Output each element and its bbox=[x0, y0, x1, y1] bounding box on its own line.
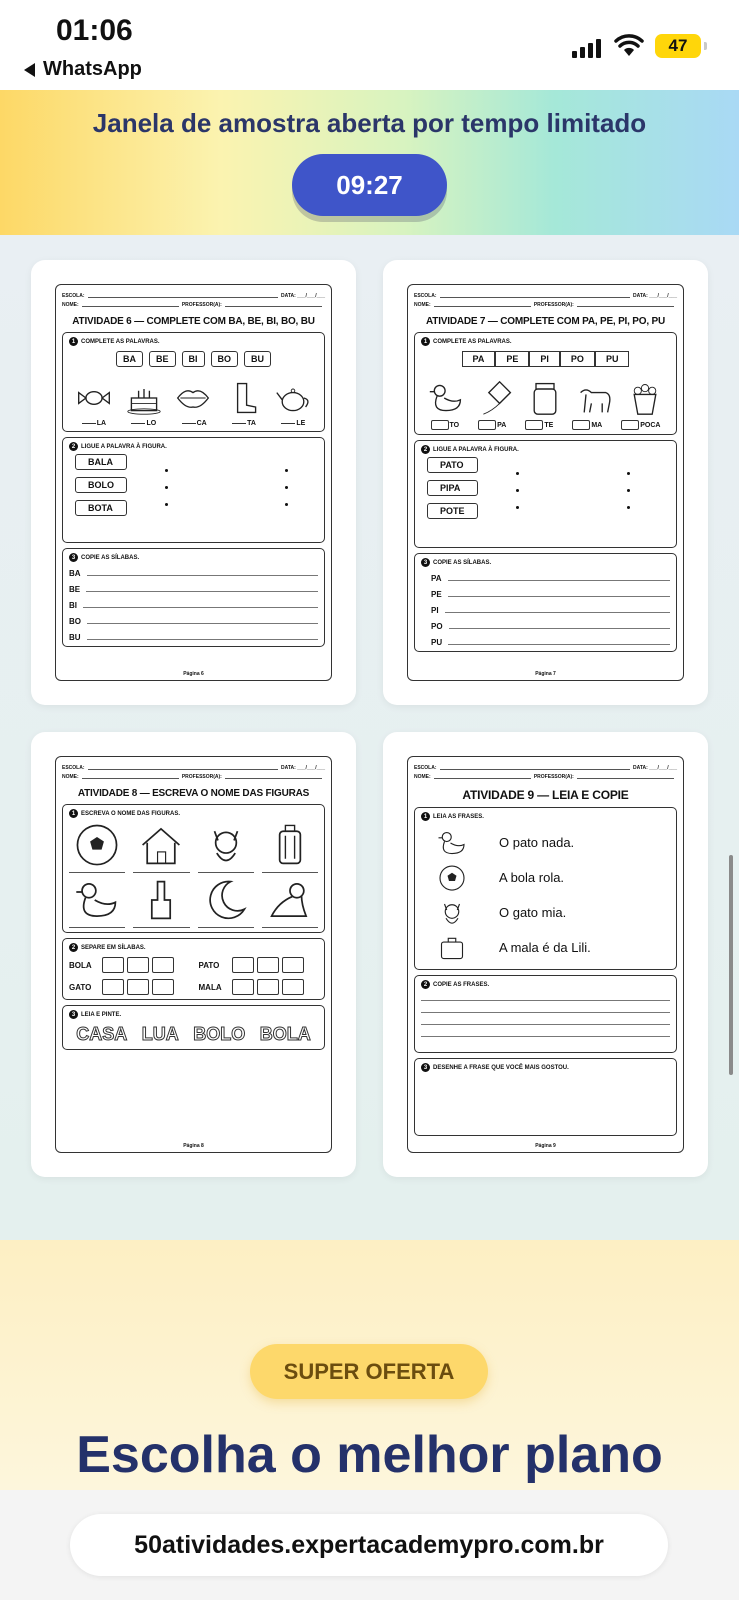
blank-word: TO bbox=[449, 421, 460, 429]
status-bar bbox=[0, 0, 739, 90]
section-title: COMPLETE AS PALAVRAS. bbox=[81, 338, 160, 345]
back-app-label: WhatsApp bbox=[43, 58, 142, 80]
worksheet-8 bbox=[55, 756, 332, 1153]
outline-word: BOLO bbox=[193, 1024, 246, 1044]
syllable-box: PU bbox=[595, 351, 630, 367]
match-word: BOTA bbox=[75, 500, 127, 516]
seal-icon bbox=[267, 877, 313, 923]
syllable-box: PA bbox=[462, 351, 496, 367]
suitcase-icon bbox=[267, 822, 313, 868]
finger-icon bbox=[138, 877, 184, 923]
house-icon bbox=[138, 822, 184, 868]
syllable-box: BA bbox=[116, 351, 143, 367]
section-title: COPIE AS FRASES. bbox=[433, 981, 490, 988]
section-draw: 3 DESENHE A FRASE QUE VOCÊ MAIS GOSTOU. bbox=[414, 1058, 677, 1136]
battery-level: 47 bbox=[668, 36, 688, 55]
section-title: DESENHE A FRASE QUE VOCÊ MAIS GOSTOU. bbox=[433, 1064, 569, 1071]
syllable-box: BU bbox=[244, 351, 271, 367]
blank-word: LO bbox=[146, 420, 157, 427]
copy-syllable: PE bbox=[431, 590, 442, 599]
syllable-box: BO bbox=[211, 351, 239, 367]
blank-word: LA bbox=[96, 420, 107, 427]
sentence: O pato nada. bbox=[499, 835, 575, 850]
copy-syllable: PO bbox=[431, 622, 443, 631]
worksheet-6 bbox=[55, 284, 332, 681]
activity-title: ATIVIDADE 8 — ESCREVA O NOME DAS FIGURAS bbox=[77, 788, 310, 799]
section-match: 2 LIGUE A PALAVRA À FIGURA. PATO PIPA POTE bbox=[414, 440, 677, 548]
battery-icon bbox=[655, 34, 701, 58]
copy-syllable: PI bbox=[431, 606, 439, 615]
worksheet-7 bbox=[407, 284, 684, 681]
section-title: LEIA E PINTE. bbox=[81, 1011, 122, 1018]
soccer-ball-icon bbox=[74, 822, 120, 868]
address-bar[interactable]: 50atividades.expertacademypro.com.br bbox=[70, 1514, 668, 1576]
sample-card-7[interactable] bbox=[383, 260, 708, 705]
duck-icon bbox=[74, 877, 120, 923]
match-word: PIPA bbox=[427, 480, 478, 496]
section-write-names: 1 ESCREVA O NOME DAS FIGURAS. bbox=[62, 804, 325, 933]
section-title: LIGUE A PALAVRA À FIGURA. bbox=[433, 446, 519, 453]
outline-word: LUA bbox=[141, 1024, 179, 1044]
match-word: BOLO bbox=[75, 477, 127, 493]
professor-label: PROFESSOR(A): bbox=[533, 302, 574, 308]
wifi-icon bbox=[614, 32, 644, 58]
sample-card-9[interactable] bbox=[383, 732, 708, 1177]
blank-word: MA bbox=[591, 421, 603, 429]
nome-label: NOME: bbox=[62, 774, 79, 780]
page-number: Página 7 bbox=[535, 671, 556, 677]
match-word: BALA bbox=[75, 454, 127, 470]
cat-icon bbox=[203, 822, 249, 868]
blank-word: TE bbox=[544, 421, 554, 429]
match-word: POTE bbox=[427, 503, 478, 519]
section-title: LIGUE A PALAVRA À FIGURA. bbox=[81, 443, 167, 450]
jar-icon bbox=[527, 380, 563, 416]
blank-word: LE bbox=[296, 420, 306, 427]
syllable-box: PO bbox=[560, 351, 595, 367]
blank-word: TA bbox=[247, 420, 256, 427]
lips-icon bbox=[175, 380, 211, 416]
separate-word: MALA bbox=[198, 982, 222, 992]
sample-pages-grid bbox=[0, 235, 739, 1240]
super-offer-badge: SUPER OFERTA bbox=[250, 1344, 488, 1399]
section-title: LEIA AS FRASES. bbox=[433, 813, 484, 820]
syllable-box: BI bbox=[182, 351, 205, 367]
puma-icon bbox=[577, 380, 613, 416]
boot-icon bbox=[225, 380, 261, 416]
escola-label: ESCOLA: bbox=[62, 293, 85, 299]
outline-word: CASA bbox=[76, 1024, 128, 1044]
suitcase-icon bbox=[437, 933, 467, 963]
syllable-box: PI bbox=[529, 351, 560, 367]
teapot-icon bbox=[275, 380, 311, 416]
sentence: A bola rola. bbox=[499, 870, 565, 885]
copy-syllable: BI bbox=[69, 601, 77, 610]
syllable-box: PE bbox=[495, 351, 529, 367]
browser-bottom-bar bbox=[0, 1490, 739, 1600]
promo-banner bbox=[0, 90, 739, 235]
syllable-box: BE bbox=[149, 351, 176, 367]
nome-label: NOME: bbox=[414, 774, 431, 780]
professor-label: PROFESSOR(A): bbox=[181, 774, 222, 780]
escola-label: ESCOLA: bbox=[414, 293, 437, 299]
blank-word: POCA bbox=[640, 421, 661, 429]
copy-syllable: PA bbox=[431, 574, 442, 583]
cake-icon bbox=[126, 380, 162, 416]
plans-heading: Escolha o melhor plano bbox=[76, 1426, 663, 1484]
offer-section bbox=[0, 1240, 739, 1490]
section-complete: 1 COMPLETE AS PALAVRAS. PA PE PI PO PU TO PA TE MA POCA bbox=[414, 332, 677, 435]
outline-word: BOLA bbox=[259, 1024, 311, 1044]
data-label: DATA: ___/___/___ bbox=[632, 765, 677, 771]
blank-word: CA bbox=[196, 420, 207, 427]
section-read: 1 LEIA AS FRASES. O pato nada. A bola rola. O gato mia. A mala é da Lili. bbox=[414, 807, 677, 970]
copy-syllable: BO bbox=[69, 617, 81, 626]
activity-title: ATIVIDADE 9 — LEIA E COPIE bbox=[462, 788, 629, 802]
back-to-app-button[interactable] bbox=[24, 58, 142, 81]
copy-syllable: BU bbox=[69, 633, 81, 642]
back-arrow-icon bbox=[24, 63, 35, 77]
soccer-ball-icon bbox=[437, 863, 467, 893]
candy-icon bbox=[76, 380, 112, 416]
section-copy: 3 COPIE AS SÍLABAS. BA BE BI BO BU bbox=[62, 548, 325, 647]
kite-icon bbox=[478, 380, 514, 416]
cellular-signal-icon bbox=[572, 36, 601, 58]
section-copy: 3 COPIE AS SÍLABAS. PA PE PI PO PU bbox=[414, 553, 677, 652]
banner-headline: Janela de amostra aberta por tempo limitado bbox=[92, 108, 647, 138]
professor-label: PROFESSOR(A): bbox=[533, 774, 574, 780]
duck-icon bbox=[428, 380, 464, 416]
sample-card-6[interactable] bbox=[31, 260, 356, 705]
duck-icon bbox=[437, 828, 467, 858]
match-word: PATO bbox=[427, 457, 478, 473]
escola-label: ESCOLA: bbox=[414, 765, 437, 771]
scrollbar[interactable] bbox=[729, 855, 733, 1075]
section-title: COPIE AS SÍLABAS. bbox=[433, 559, 492, 566]
separate-word: GATO bbox=[69, 982, 92, 992]
blank-word: PA bbox=[497, 421, 507, 429]
section-title: COMPLETE AS PALAVRAS. bbox=[433, 338, 512, 345]
copy-syllable: BA bbox=[69, 569, 81, 578]
section-copy-sentences: 2 COPIE AS FRASES. bbox=[414, 975, 677, 1053]
sentence: A mala é da Lili. bbox=[499, 940, 591, 955]
section-title: SEPARE EM SÍLABAS. bbox=[81, 944, 146, 951]
cat-icon bbox=[437, 898, 467, 928]
page-number: Página 8 bbox=[183, 1143, 204, 1149]
activity-title: ATIVIDADE 6 — COMPLETE COM BA, BE, BI, BO, BU bbox=[72, 316, 315, 327]
page-number: Página 6 bbox=[183, 671, 204, 677]
separate-word: PATO bbox=[198, 960, 220, 970]
escola-label: ESCOLA: bbox=[62, 765, 85, 771]
nome-label: NOME: bbox=[62, 302, 79, 308]
page-number: Página 9 bbox=[535, 1143, 556, 1149]
section-title: ESCREVA O NOME DAS FIGURAS. bbox=[81, 810, 181, 817]
moon-icon bbox=[203, 877, 249, 923]
copy-syllable: PU bbox=[431, 638, 443, 647]
data-label: DATA: ___/___/___ bbox=[280, 765, 325, 771]
countdown-timer: 09:27 bbox=[292, 154, 447, 216]
activity-title: ATIVIDADE 7 — COMPLETE COM PA, PE, PI, PO, PU bbox=[426, 316, 665, 327]
worksheet-9 bbox=[407, 756, 684, 1153]
separate-word: BOLA bbox=[69, 960, 92, 970]
section-match: 2 LIGUE A PALAVRA À FIGURA. BALA BOLO BOTA bbox=[62, 437, 325, 543]
section-complete: 1 COMPLETE AS PALAVRAS. BA BE BI BO BU LA LO CA TA LE bbox=[62, 332, 325, 432]
sentence: O gato mia. bbox=[499, 905, 567, 920]
nome-label: NOME: bbox=[414, 302, 431, 308]
section-title: COPIE AS SÍLABAS. bbox=[81, 554, 140, 561]
section-read-paint: 3 LEIA E PINTE. CASA LUA BOLO BOLA bbox=[62, 1005, 325, 1050]
copy-syllable: BE bbox=[69, 585, 81, 594]
professor-label: PROFESSOR(A): bbox=[181, 302, 222, 308]
clock: 01:06 bbox=[56, 14, 133, 47]
data-label: DATA: ___/___/___ bbox=[632, 293, 677, 299]
sample-card-8[interactable] bbox=[31, 732, 356, 1177]
section-separate: 2 SEPARE EM SÍLABAS. BOLA PATO GATO MALA bbox=[62, 938, 325, 1000]
popcorn-icon bbox=[627, 380, 663, 416]
data-label: DATA: ___/___/___ bbox=[280, 293, 325, 299]
